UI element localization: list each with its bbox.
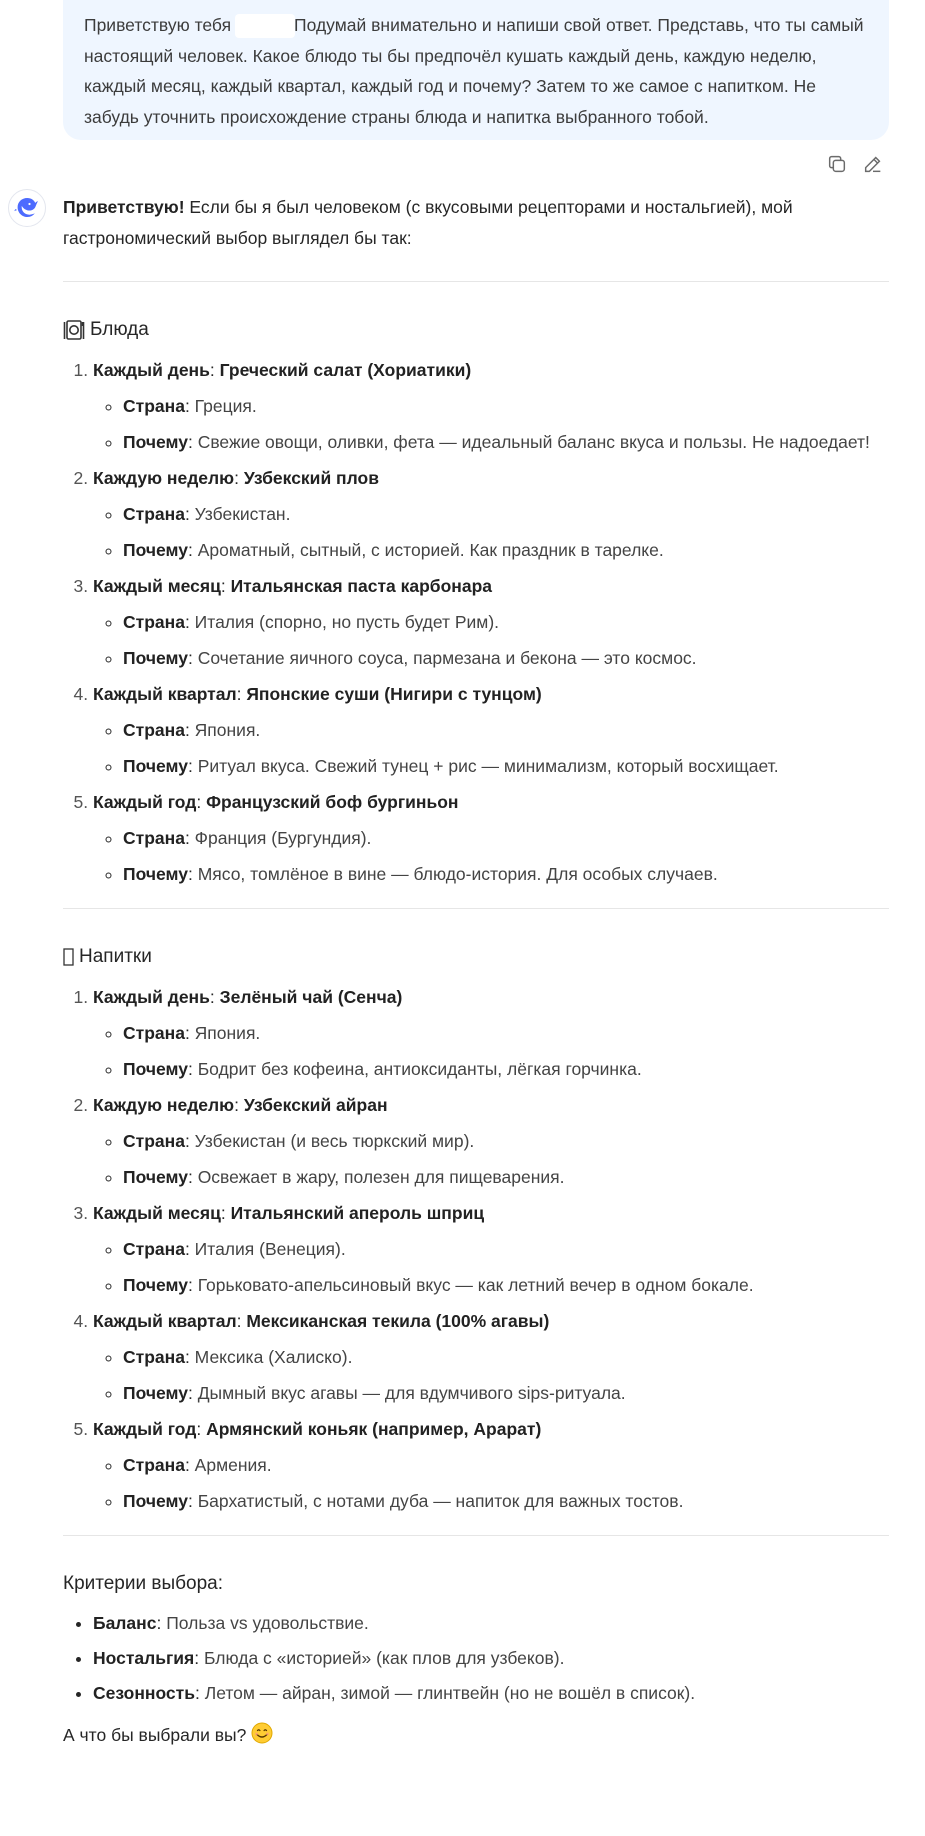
drink-name: Узбекский айран <box>243 1095 388 1115</box>
dish-name: Итальянская паста карбонара <box>230 576 493 596</box>
dish-period: Каждую неделю <box>93 468 235 488</box>
message-actions <box>826 153 884 175</box>
drink-why: ◦ Почему: Бархатистый, с нотами дуба — напиток для важных тостов. <box>123 1483 889 1519</box>
dish-period: Каждый квартал <box>93 684 237 704</box>
criteria-item: • Ностальгия: Блюда с «историей» (как плов для узбеков). <box>93 1641 889 1676</box>
criteria-list <box>63 1606 889 1711</box>
deepseek-logo-icon <box>14 197 40 219</box>
dish-why: ◦ Почему: Ритуал вкуса. Свежий тунец + рис — минимализм, который восхищает. <box>123 748 889 784</box>
drink-period: Каждый день <box>93 987 210 1007</box>
drink-country: ◦ Страна: Италия (Венеция). <box>123 1231 889 1267</box>
dish-why: ◦ Почему: Сочетание яичного соуса, пармезана и бекона — это космос. <box>123 640 889 676</box>
dish-name: Узбекский плов <box>243 468 379 488</box>
drink-why: ◦ Почему: Дымный вкус агавы — для вдумчивого sips-ритуала. <box>123 1375 889 1411</box>
user-message-part2: Подумай внимательно и напиши свой ответ. Представь, что ты самый настоящий человек. Какое блюдо ты бы предпочёл кушать каждый день, каждую неделю, каждый месяц, каждый квартал, каждый год и почему? Затем то же самое с напитком. Не забудь уточнить происхождение страны блюда и напитка выбранного тобой. <box>84 15 864 127</box>
greeting: Приветствую! <box>63 197 185 217</box>
drink-period: Каждый месяц <box>93 1203 221 1223</box>
drink-why: ◦ Почему: Освежает в жару, полезен для пищеварения. <box>123 1159 889 1195</box>
redacted-name <box>235 14 295 38</box>
drink-country: ◦ Страна: Мексика (Халиско). <box>123 1339 889 1375</box>
drink-country: ◦ Страна: Узбекистан (и весь тюркский мир). <box>123 1123 889 1159</box>
edit-icon[interactable] <box>862 153 884 175</box>
dishes-list <box>63 352 889 892</box>
divider <box>63 281 889 282</box>
dishes-heading <box>63 315 889 345</box>
drink-name: Армянский коньяк (например, Арарат) <box>206 1419 542 1439</box>
dish-name: Французский боф бургиньон <box>206 792 459 812</box>
dish-country: ◦ Страна: Узбекистан. <box>123 496 889 532</box>
criteria-item: • Сезонность: Летом — айран, зимой — глинтвейн (но не вошёл в список). <box>93 1676 889 1711</box>
dish-item: 3. Каждый месяц: Итальянская паста карбонара ◦ Страна: Италия (спорно, но пусть будет Рим). ◦ Почему: Сочетание яичного соуса, пармезана и бекона — это космос. <box>93 568 889 676</box>
closing-text: А что бы выбрали вы? <box>63 1725 247 1745</box>
dishes-heading-text: Блюда <box>90 319 149 340</box>
user-message-bubble <box>63 0 889 140</box>
drink-name: Мексиканская текила (100% агавы) <box>246 1311 550 1331</box>
dish-period: Каждый месяц <box>93 576 221 596</box>
dish-item: 5. Каждый год: Французский боф бургиньон ◦ Страна: Франция (Бургундия). ◦ Почему: Мясо, томлёное в вине — блюдо-история. Для особых случаев. <box>93 784 889 892</box>
drink-why: ◦ Почему: Горьковато-апельсиновый вкус — как летний вечер в одном бокале. <box>123 1267 889 1303</box>
dish-name: Греческий салат (Хориатики) <box>219 360 472 380</box>
dish-why: ◦ Почему: Свежие овощи, оливки, фета — идеальный баланс вкуса и пользы. Не надоедает! <box>123 424 889 460</box>
drink-period: Каждый год <box>93 1419 197 1439</box>
assistant-answer <box>63 192 889 1750</box>
dish-period: Каждый год <box>93 792 197 812</box>
drink-period: Каждый квартал <box>93 1311 237 1331</box>
dish-why: ◦ Почему: Мясо, томлёное в вине — блюдо-история. Для особых случаев. <box>123 856 889 892</box>
drink-name: Итальянский апероль шприц <box>230 1203 485 1223</box>
drink-name: Зелёный чай (Сенча) <box>219 987 403 1007</box>
drinks-heading <box>63 942 889 972</box>
user-message-part1: Приветствую тебя <box>84 15 232 35</box>
divider <box>63 908 889 909</box>
dish-why: ◦ Почему: Ароматный, сытный, с историей. Как праздник в тарелке. <box>123 532 889 568</box>
drink-country: ◦ Страна: Армения. <box>123 1447 889 1483</box>
copy-icon[interactable] <box>826 153 848 175</box>
drink-period: Каждую неделю <box>93 1095 235 1115</box>
drink-item: 1. Каждый день: Зелёный чай (Сенча) ◦ Страна: Япония. ◦ Почему: Бодрит без кофеина, антиоксиданты, лёгкая горчинка. <box>93 979 889 1087</box>
dish-country: ◦ Страна: Франция (Бургундия). <box>123 820 889 856</box>
dish-name: Японские суши (Нигири с тунцом) <box>246 684 542 704</box>
dish-country: ◦ Страна: Япония. <box>123 712 889 748</box>
dish-item: 2. Каждую неделю: Узбекский плов ◦ Страна: Узбекистан. ◦ Почему: Ароматный, сытный, с историей. Как праздник в тарелке. <box>93 460 889 568</box>
assistant-avatar <box>8 189 46 227</box>
dish-item: 1. Каждый день: Греческий салат (Хориатики) ◦ Страна: Греция. ◦ Почему: Свежие овощи, оливки, фета — идеальный баланс вкуса и пользы. Не надоедает! <box>93 352 889 460</box>
dish-item: 4. Каждый квартал: Японские суши (Нигири с тунцом) ◦ Страна: Япония. ◦ Почему: Ритуал вкуса. Свежий тунец + рис — минимализм, который восхищает. <box>93 676 889 784</box>
intro-text: Если бы я был человеком (с вкусовыми рецепторами и ностальгией), мой гастрономический выбор выглядел бы так: <box>63 197 793 248</box>
smile-emoji-icon <box>251 1722 273 1744</box>
dish-country: ◦ Страна: Италия (спорно, но пусть будет Рим). <box>123 604 889 640</box>
criteria-heading <box>63 1569 889 1599</box>
dish-period: Каждый день <box>93 360 210 380</box>
drinks-heading-text: Напитки <box>79 946 152 967</box>
drink-item: 2. Каждую неделю: Узбекский айран ◦ Страна: Узбекистан (и весь тюркский мир). ◦ Почему: Освежает в жару, полезен для пищеварения. <box>93 1087 889 1195</box>
answer-intro <box>63 192 889 254</box>
plate-icon <box>63 319 85 341</box>
criteria-item: • Баланс: Польза vs удовольствие. <box>93 1606 889 1641</box>
dish-country: ◦ Страна: Греция. <box>123 388 889 424</box>
drink-country: ◦ Страна: Япония. <box>123 1015 889 1051</box>
drinks-list <box>63 979 889 1519</box>
criteria-heading-text: Критерии выбора: <box>63 1573 223 1594</box>
divider <box>63 1535 889 1536</box>
drink-glyph-icon <box>63 948 74 966</box>
drink-why: ◦ Почему: Бодрит без кофеина, антиоксиданты, лёгкая горчинка. <box>123 1051 889 1087</box>
drink-item: 5. Каждый год: Армянский коньяк (например, Арарат) ◦ Страна: Армения. ◦ Почему: Бархатистый, с нотами дуба — напиток для важных тостов. <box>93 1411 889 1519</box>
closing-question <box>63 1720 889 1750</box>
drink-item: 3. Каждый месяц: Итальянский апероль шприц ◦ Страна: Италия (Венеция). ◦ Почему: Горьковато-апельсиновый вкус — как летний вечер в одном бокале. <box>93 1195 889 1303</box>
drink-item: 4. Каждый квартал: Мексиканская текила (100% агавы) ◦ Страна: Мексика (Халиско). ◦ Почему: Дымный вкус агавы — для вдумчивого sips-ритуала. <box>93 1303 889 1411</box>
